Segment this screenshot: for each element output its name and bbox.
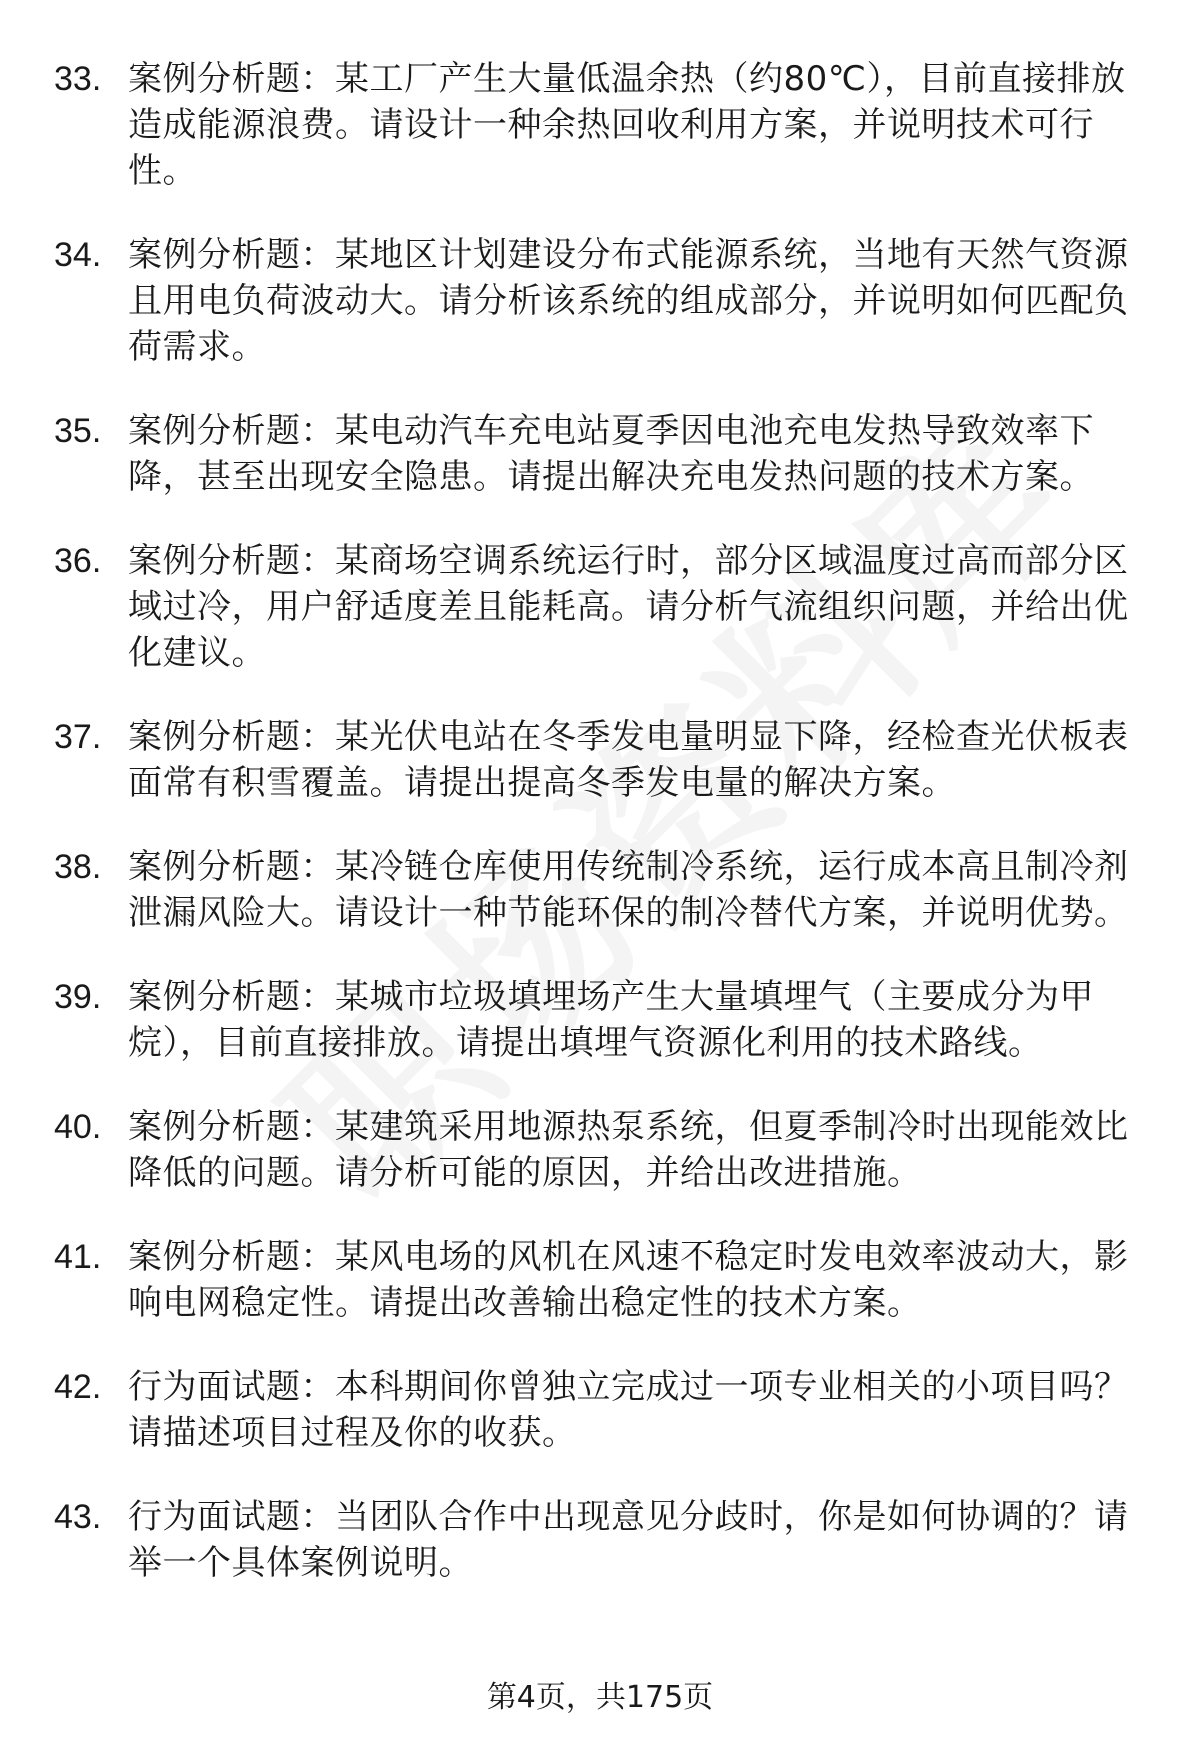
question-number: 38. bbox=[54, 848, 102, 886]
question-text: 案例分析题：某光伏电站在冬季发电量明显下降，经检查光伏板表面常有积雪覆盖。请提出提高冬季发电量的解决方案。 bbox=[128, 717, 1129, 803]
question-text: 行为面试题：当团队合作中出现意见分歧时，你是如何协调的？请举一个具体案例说明。 bbox=[128, 1497, 1129, 1583]
question-text: 案例分析题：某商场空调系统运行时，部分区域温度过高而部分区域过冷，用户舒适度差且能耗高。请分析气流组织问题，并给出优化建议。 bbox=[128, 541, 1129, 673]
question-item-38 bbox=[0, 844, 1200, 936]
question-text: 案例分析题：某电动汽车充电站夏季因电池充电发热导致效率下降，甚至出现安全隐患。请提出解决充电发热问题的技术方案。 bbox=[128, 411, 1094, 497]
question-number: 36. bbox=[54, 542, 102, 580]
question-item-39 bbox=[0, 974, 1200, 1066]
question-number: 43. bbox=[54, 1498, 102, 1536]
question-item-33 bbox=[0, 56, 1200, 194]
question-number: 35. bbox=[54, 412, 102, 450]
page-number-label: 第4页，共175页 bbox=[486, 1680, 714, 1715]
question-item-36 bbox=[0, 538, 1200, 676]
question-text: 案例分析题：某城市垃圾填埋场产生大量填埋气（主要成分为甲烷），目前直接排放。请提出填埋气资源化利用的技术路线。 bbox=[128, 977, 1094, 1063]
question-list bbox=[0, 56, 1200, 1624]
question-number: 40. bbox=[54, 1108, 102, 1146]
question-number: 39. bbox=[54, 978, 102, 1016]
question-text: 案例分析题：某地区计划建设分布式能源系统，当地有天然气资源且用电负荷波动大。请分析该系统的组成部分，并说明如何匹配负荷需求。 bbox=[128, 235, 1129, 367]
question-item-43 bbox=[0, 1494, 1200, 1586]
question-item-41 bbox=[0, 1234, 1200, 1326]
question-text: 案例分析题：某工厂产生大量低温余热（约80℃），目前直接排放造成能源浪费。请设计一种余热回收利用方案，并说明技术可行性。 bbox=[128, 59, 1126, 191]
question-text: 行为面试题：本科期间你曾独立完成过一项专业相关的小项目吗？请描述项目过程及你的收获。 bbox=[128, 1367, 1129, 1453]
question-number: 34. bbox=[54, 236, 102, 274]
question-item-42 bbox=[0, 1364, 1200, 1456]
question-number: 41. bbox=[54, 1238, 102, 1276]
question-number: 33. bbox=[54, 60, 102, 98]
question-text: 案例分析题：某建筑采用地源热泵系统，但夏季制冷时出现能效比降低的问题。请分析可能的原因，并给出改进措施。 bbox=[128, 1107, 1129, 1193]
question-item-37 bbox=[0, 714, 1200, 806]
question-item-35 bbox=[0, 408, 1200, 500]
question-item-40 bbox=[0, 1104, 1200, 1196]
question-text: 案例分析题：某冷链仓库使用传统制冷系统，运行成本高且制冷剂泄漏风险大。请设计一种节能环保的制冷替代方案，并说明优势。 bbox=[128, 847, 1129, 933]
question-item-34 bbox=[0, 232, 1200, 370]
question-text: 案例分析题：某风电场的风机在风速不稳定时发电效率波动大，影响电网稳定性。请提出改善输出稳定性的技术方案。 bbox=[128, 1237, 1129, 1323]
question-number: 37. bbox=[54, 718, 102, 756]
question-number: 42. bbox=[54, 1368, 102, 1406]
page-footer bbox=[0, 1678, 1200, 1718]
